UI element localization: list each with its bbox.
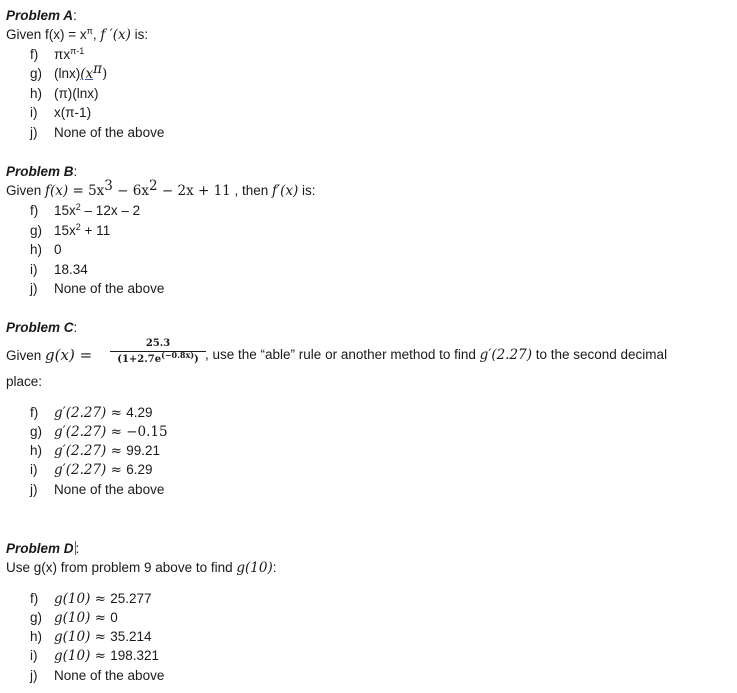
problem-d-option-f[interactable]: f) g(10) ≈ 25.277 (30, 591, 152, 607)
problem-d-option-j[interactable]: j) None of the above (30, 668, 165, 683)
problem-c-option-g[interactable]: g) g′(2.27) ≈ −0.15 (30, 424, 168, 440)
problem-c-stem-line2: place: (6, 374, 43, 389)
problem-c-option-f[interactable]: f) g′(2.27) ≈ 4.29 (30, 405, 153, 421)
problem-b-option-h[interactable]: h) 0 (30, 242, 62, 257)
problem-b-option-f[interactable]: f) $15x^2 - 12x - 2$ (30, 202, 141, 218)
fraction-numerator: 25.3 (145, 338, 171, 349)
problem-c-heading: Problem C: (6, 320, 78, 335)
problem-c-stem-left: Given g(x) = (6, 346, 93, 364)
problem-a-option-i[interactable]: i) x(π-1) (30, 105, 92, 120)
problem-c-stem-right: , use the “able” rule or another method to find g′(2.27) to the second decimal (205, 347, 668, 363)
problem-c-option-j[interactable]: j) None of the above (30, 482, 165, 497)
problem-a-option-g[interactable]: g) $(\ln x)(x^\pi)$ (30, 61, 108, 82)
problem-d-title: Problem D (6, 541, 74, 556)
problem-b-option-j[interactable]: j) None of the above (30, 281, 165, 296)
problem-a-heading: Problem A: (6, 8, 77, 23)
problem-c-fraction (110, 338, 206, 365)
problem-d-stem: Use g(x) from problem 9 above to find g(10): (6, 560, 277, 576)
problem-b-title: Problem B (6, 164, 74, 179)
problem-a-title: Problem A (6, 8, 74, 23)
problem-b-stem: Given $f(x) = 5x^3 - 6x^2 - 2x + 11$ , then f′(x) is: (6, 178, 316, 199)
problem-a-stem: Given $f(x) = x^\pi$, f ′(x) is: (6, 26, 149, 43)
fraction-denominator: $(1+2.7e^{(-0.8x)})$ (117, 350, 199, 365)
problem-d-heading: Problem D : (6, 541, 80, 556)
problem-a-option-j[interactable]: j) None of the above (30, 125, 165, 140)
problem-a-option-h[interactable]: h) (π)(lnx) (30, 86, 99, 101)
problem-c-option-i[interactable]: i) g′(2.27) ≈ 6.29 (30, 462, 153, 478)
problem-d-option-h[interactable]: h) g(10) ≈ 35.214 (30, 629, 152, 645)
problem-d-option-i[interactable]: i) g(10) ≈ 198.321 (30, 648, 160, 664)
problem-b-heading: Problem B: (6, 164, 78, 179)
problem-b-option-g[interactable]: g) $15x^2 + 11$ (30, 222, 111, 238)
problem-b-option-i[interactable]: i) 18.34 (30, 262, 88, 277)
problem-c-title: Problem C (6, 320, 74, 335)
problem-c-option-h[interactable]: h) g′(2.27) ≈ 99.21 (30, 443, 160, 459)
problem-a-option-f[interactable]: f) $\pi x^{\pi-1}$ (30, 46, 85, 62)
problem-d-option-g[interactable]: g) g(10) ≈ 0 (30, 610, 118, 626)
